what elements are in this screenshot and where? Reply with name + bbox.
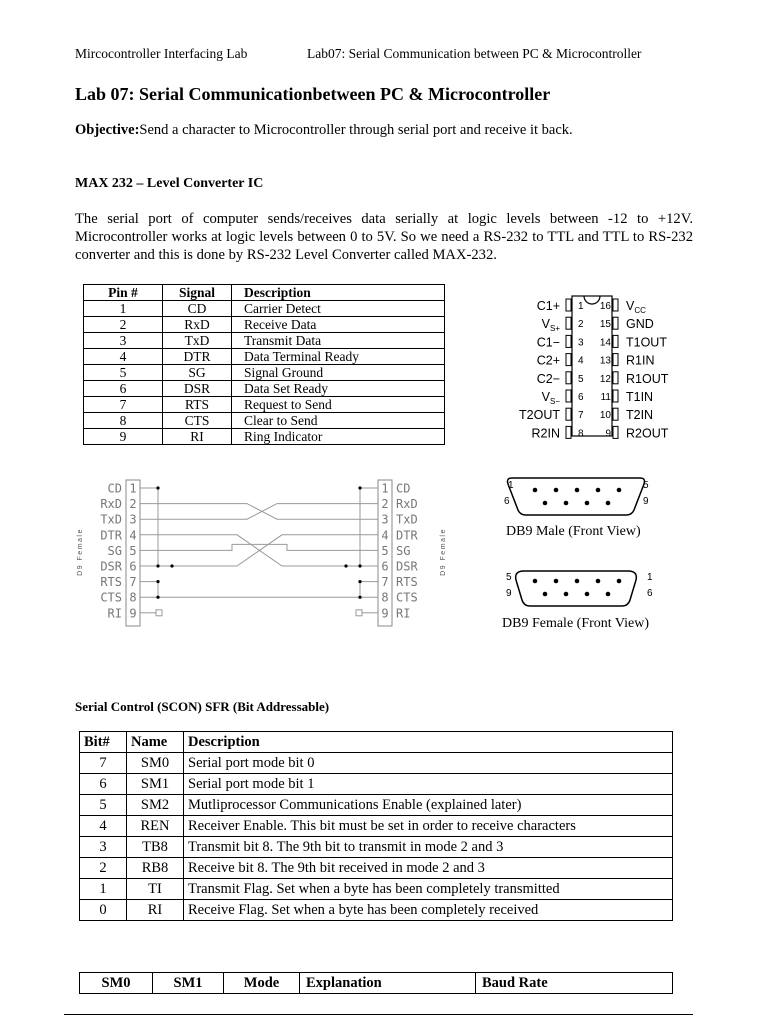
max232-pin-left xyxy=(542,390,584,406)
table-cell: Transmit bit 8. The 9th bit to transmit in mode 2 and 3 xyxy=(184,837,673,858)
pin-name xyxy=(542,390,561,406)
max232-pin-left xyxy=(532,426,584,440)
pin-name-main: V xyxy=(541,317,550,332)
wire-right-rts-cts xyxy=(360,582,378,598)
max232-pin-left xyxy=(537,299,584,313)
right-pin-signal: CD xyxy=(396,481,411,496)
column-header: Explanation xyxy=(300,973,476,994)
pin-name-main: T1IN xyxy=(626,390,654,404)
right-pin-signal: TxD xyxy=(396,512,418,527)
db9-pin xyxy=(606,501,611,506)
table-cell: Receive Data xyxy=(232,317,445,333)
table-row xyxy=(80,795,673,816)
pin-name-main: R2IN xyxy=(531,426,560,441)
pin-name xyxy=(542,317,561,333)
table-cell: Serial port mode bit 0 xyxy=(184,753,673,774)
left-pin-number: 4 xyxy=(129,528,137,543)
table-row xyxy=(80,900,673,921)
table-row xyxy=(80,837,673,858)
objective-label: Objective: xyxy=(75,122,140,138)
pin-number: 15 xyxy=(599,319,611,331)
pin-name xyxy=(519,408,560,422)
pin-stub xyxy=(566,299,571,311)
table-cell: RI xyxy=(127,900,184,921)
pin-number: 1 xyxy=(578,301,584,312)
db9-male-pin5-label: 5 xyxy=(643,480,649,491)
left-pin-signal: RTS xyxy=(100,575,122,590)
table-cell: Signal Ground xyxy=(232,365,445,381)
table-cell: RTS xyxy=(163,397,232,413)
table-cell: TB8 xyxy=(127,837,184,858)
table-cell: CD xyxy=(163,301,232,317)
right-pin-number: 1 xyxy=(381,481,389,496)
pin-number: 10 xyxy=(599,410,611,422)
right-pin-signal: CTS xyxy=(396,590,418,605)
column-header: Mode xyxy=(224,973,300,994)
wire-right-cd-dsr-bridge xyxy=(346,488,378,566)
max232-pin-right xyxy=(601,390,653,404)
pin-name-main: T2IN xyxy=(626,408,654,423)
table-cell: 1 xyxy=(84,301,163,317)
pin-stub xyxy=(613,390,618,402)
db9-female-pin9-label: 9 xyxy=(506,588,512,599)
max232-pin-right xyxy=(600,335,667,349)
db9-pin xyxy=(564,501,569,506)
right-pin-signal: RTS xyxy=(396,575,418,590)
table-cell: Ring Indicator xyxy=(232,429,445,445)
pin-name-main: V xyxy=(541,390,550,404)
table-row xyxy=(80,774,673,795)
table-row xyxy=(80,816,673,837)
pin-stub xyxy=(613,335,618,347)
wire-rts-cts xyxy=(140,582,378,598)
pin-name-main: C2+ xyxy=(536,353,560,368)
junction-dot xyxy=(156,580,159,583)
left-pin-number: 2 xyxy=(129,497,137,512)
pin-name xyxy=(537,335,560,349)
table-header-row xyxy=(80,973,673,994)
db9-pin xyxy=(543,592,548,597)
table-cell: SM1 xyxy=(127,774,184,795)
db9-female-pin1-label: 1 xyxy=(647,572,653,583)
pin-name xyxy=(626,354,654,368)
table-cell: 4 xyxy=(84,349,163,365)
table-cell: 9 xyxy=(84,429,163,445)
right-pin-signal: RxD xyxy=(396,497,418,512)
left-pin-number: 5 xyxy=(129,543,137,558)
right-pin-number: 4 xyxy=(381,528,389,543)
pin-name xyxy=(626,335,667,349)
pin-stub xyxy=(613,317,618,329)
pin-stub xyxy=(613,372,618,384)
junction-dot xyxy=(156,486,159,489)
left-pin-number: 6 xyxy=(129,559,137,574)
pin-stub xyxy=(566,390,571,402)
pin-name xyxy=(626,317,654,331)
db9-pin xyxy=(554,579,559,584)
junction-dot xyxy=(170,564,173,567)
table-cell: Carrier Detect xyxy=(232,301,445,317)
db9-pin xyxy=(533,488,538,493)
table-row xyxy=(84,381,445,397)
right-pin-number: 7 xyxy=(381,575,389,590)
table-cell: Request to Send xyxy=(232,397,445,413)
table-cell: Transmit Flag. Set when a byte has been completely transmitted xyxy=(184,879,673,900)
table-cell: SG xyxy=(163,365,232,381)
column-header: SM1 xyxy=(153,973,224,994)
pin-name-main: R1IN xyxy=(626,353,655,368)
left-connector-label: D9 Female xyxy=(77,528,84,576)
table-cell: TxD xyxy=(163,333,232,349)
table-cell: REN xyxy=(127,816,184,837)
pin-name xyxy=(537,372,560,386)
junction-dot xyxy=(156,564,159,567)
max232-pin-right xyxy=(600,299,646,315)
scon-title: Serial Control (SCON) SFR (Bit Addressable) xyxy=(75,699,330,714)
db9-pin xyxy=(533,579,538,584)
table-row xyxy=(80,858,673,879)
db9-pin xyxy=(585,592,590,597)
db9-female-caption: DB9 Female (Front View) xyxy=(502,616,650,631)
right-pin-number: 2 xyxy=(381,497,389,512)
db9-male-pin1-label: 1 xyxy=(508,480,514,491)
table-cell: RI xyxy=(163,429,232,445)
left-pin-signal: RxD xyxy=(100,497,122,512)
junction-dot xyxy=(344,564,347,567)
table-header-row xyxy=(84,285,445,301)
junction-dot xyxy=(358,580,361,583)
max232-pin-left xyxy=(542,317,584,333)
pin-name xyxy=(532,426,560,440)
db9-female-connector xyxy=(500,566,670,612)
pin-name-main: C1− xyxy=(536,335,560,350)
pin-name xyxy=(626,408,653,422)
pin-name-main: R2OUT xyxy=(626,426,669,441)
pin-number: 5 xyxy=(578,373,584,385)
left-pin-signal: CTS xyxy=(100,590,122,605)
junction-dot xyxy=(358,564,361,567)
right-pin-number: 9 xyxy=(381,606,389,621)
right-pin-number: 3 xyxy=(381,512,389,527)
pin-name xyxy=(626,390,653,404)
table-cell: 6 xyxy=(80,774,127,795)
table-cell: RB8 xyxy=(127,858,184,879)
db9-pin xyxy=(575,488,580,493)
junction-dot xyxy=(358,486,361,489)
table-cell: Receive Flag. Set when a byte has been completely received xyxy=(184,900,673,921)
table-row xyxy=(84,397,445,413)
pin-name xyxy=(537,354,560,368)
table-cell: 5 xyxy=(80,795,127,816)
db9-pin-table xyxy=(83,284,445,445)
max232-pin-right xyxy=(600,408,653,422)
pin-name-main: V xyxy=(626,299,635,313)
pin-name-main: GND xyxy=(626,317,654,332)
header-course-title: Mircocontroller Interfacing Lab xyxy=(75,46,248,61)
max232-pin-left xyxy=(519,408,584,422)
right-ri-terminator xyxy=(356,610,362,616)
pin-number: 6 xyxy=(578,392,584,403)
pin-stub xyxy=(566,372,571,384)
pin-name-main: T2OUT xyxy=(519,408,560,423)
db9-male-pin9-label: 9 xyxy=(643,496,649,507)
pin-name xyxy=(537,299,560,313)
right-connector-label: D9 Female xyxy=(440,528,447,576)
pin-name-main: T1OUT xyxy=(626,335,667,350)
pin-number: 16 xyxy=(599,301,611,312)
page-title: Lab 07: Serial Communicationbetween PC & Microcontroller xyxy=(75,84,551,104)
objective-paragraph xyxy=(75,122,573,139)
wire-left-cd-dsr-bridge xyxy=(140,488,172,566)
pin-stub xyxy=(566,335,571,347)
right-pin-number: 8 xyxy=(381,590,389,605)
pin-number: 11 xyxy=(600,392,611,403)
db9-pin xyxy=(596,579,601,584)
right-pin-signal: SG xyxy=(396,543,411,558)
table-cell: SM0 xyxy=(127,753,184,774)
pin-number: 12 xyxy=(599,373,611,385)
max232-pinout-diagram xyxy=(495,290,695,442)
table-header-row xyxy=(80,732,673,753)
db9-pin xyxy=(543,501,548,506)
null-modem-wiring-diagram xyxy=(72,474,454,634)
pin-number: 13 xyxy=(599,355,611,367)
left-ri-terminator xyxy=(156,610,162,616)
right-pin-number: 5 xyxy=(381,543,389,558)
table-cell: TI xyxy=(127,879,184,900)
db9-female-shell xyxy=(516,571,637,606)
table-row xyxy=(80,879,673,900)
table-cell: 0 xyxy=(80,900,127,921)
pin-stub xyxy=(566,354,571,366)
wire-rxd-txd xyxy=(140,504,378,520)
left-pin-signal: SG xyxy=(107,543,122,558)
table-cell: Clear to Send xyxy=(232,413,445,429)
db9-male-connector xyxy=(500,472,670,520)
header-lab-title: Lab07: Serial Communication between PC & Microcontroller xyxy=(307,46,642,61)
max232-pin-left xyxy=(537,372,584,386)
db9-pin xyxy=(606,592,611,597)
column-header: Name xyxy=(127,732,184,753)
column-header: SM0 xyxy=(80,973,153,994)
db9-pin xyxy=(564,592,569,597)
left-pin-number: 3 xyxy=(129,512,137,527)
left-pin-signal: DSR xyxy=(100,559,122,574)
junction-dot xyxy=(358,596,361,599)
table-cell: 8 xyxy=(84,413,163,429)
column-header: Baud Rate xyxy=(476,973,673,994)
left-pin-number: 8 xyxy=(129,590,137,605)
pin-stub xyxy=(613,299,618,311)
db9-female-pin5-label: 5 xyxy=(506,572,512,583)
pin-name-main: C1+ xyxy=(536,299,560,313)
right-pin-signal: RI xyxy=(396,606,411,621)
table-row xyxy=(84,349,445,365)
table-cell: 6 xyxy=(84,381,163,397)
table-cell: 2 xyxy=(80,858,127,879)
max232-pin-right xyxy=(600,372,669,386)
db9-male-pin6-label: 6 xyxy=(504,496,510,507)
pin-name-main: C2− xyxy=(536,371,560,386)
column-header: Signal xyxy=(163,285,232,301)
pin-number: 8 xyxy=(578,428,584,440)
pin-number: 2 xyxy=(578,319,584,331)
wire-txd-rxd xyxy=(140,504,378,520)
table-cell: SM2 xyxy=(127,795,184,816)
max232-pin-right xyxy=(600,354,655,368)
scon-table xyxy=(79,731,673,921)
table-cell: Data Terminal Ready xyxy=(232,349,445,365)
pin-stub xyxy=(566,426,571,438)
pin-name xyxy=(626,372,669,386)
table-cell: 2 xyxy=(84,317,163,333)
pin-number: 9 xyxy=(605,428,611,440)
max232-pin-left xyxy=(537,335,584,349)
table-cell: DTR xyxy=(163,349,232,365)
table-row xyxy=(84,413,445,429)
right-pin-number: 6 xyxy=(381,559,389,574)
table-cell: 3 xyxy=(80,837,127,858)
pin-stub xyxy=(613,426,618,438)
db9-pin xyxy=(596,488,601,493)
pin-stub xyxy=(566,408,571,420)
table-cell: 4 xyxy=(80,816,127,837)
table-cell: Transmit Data xyxy=(232,333,445,349)
right-pin-signal: DSR xyxy=(396,559,418,574)
table-cell: Mutliprocessor Communications Enable (explained later) xyxy=(184,795,673,816)
table-row xyxy=(84,429,445,445)
left-pin-number: 9 xyxy=(129,606,137,621)
db9-pin xyxy=(617,579,622,584)
table-cell: Receive bit 8. The 9th bit received in mode 2 and 3 xyxy=(184,858,673,879)
db9-male-shell xyxy=(508,478,645,515)
db9-male-caption: DB9 Male (Front View) xyxy=(506,524,641,539)
max232-pin-left xyxy=(537,354,584,368)
table-row xyxy=(84,301,445,317)
table-row xyxy=(80,753,673,774)
left-pin-signal: CD xyxy=(107,481,122,496)
pin-name-sub: CC xyxy=(634,306,646,315)
table-cell: 7 xyxy=(80,753,127,774)
left-pin-signal: RI xyxy=(107,606,122,621)
pin-name-main: R1OUT xyxy=(626,371,669,386)
max232-heading: MAX 232 – Level Converter IC xyxy=(75,176,264,191)
db9-pin xyxy=(617,488,622,493)
pin-stub xyxy=(613,408,618,420)
pin-stub xyxy=(566,317,571,329)
table-row xyxy=(84,365,445,381)
right-pin-signal: DTR xyxy=(396,528,418,543)
db9-pin xyxy=(585,501,590,506)
column-header: Description xyxy=(184,732,673,753)
db9-pin xyxy=(554,488,559,493)
table-cell: DSR xyxy=(163,381,232,397)
pin-stub xyxy=(613,354,618,366)
table-cell: CTS xyxy=(163,413,232,429)
column-header: Description xyxy=(232,285,445,301)
pin-number: 7 xyxy=(578,410,584,422)
max232-pin-right xyxy=(605,426,668,440)
table-cell: Receiver Enable. This bit must be set in order to receive characters xyxy=(184,816,673,837)
pin-number: 3 xyxy=(578,337,584,349)
table-cell: Serial port mode bit 1 xyxy=(184,774,673,795)
left-pin-signal: DTR xyxy=(100,528,122,543)
left-pin-signal: TxD xyxy=(100,512,122,527)
column-header: Pin # xyxy=(84,285,163,301)
pin-name xyxy=(626,299,646,315)
table-cell: 1 xyxy=(80,879,127,900)
table-cell: 7 xyxy=(84,397,163,413)
pin-name xyxy=(626,426,669,440)
objective-text: Send a character to Microcontroller through serial port and receive it back. xyxy=(139,122,573,138)
pin-name-sub: S− xyxy=(549,397,560,406)
table-cell: 5 xyxy=(84,365,163,381)
table-cell: RxD xyxy=(163,317,232,333)
table-row xyxy=(84,333,445,349)
table-cell: Data Set Ready xyxy=(232,381,445,397)
pin-number: 4 xyxy=(578,355,584,367)
left-pin-number: 1 xyxy=(129,481,137,496)
pin-name-sub: S+ xyxy=(549,324,560,334)
intro-paragraph: The serial port of computer sends/receives data serially at logic levels between -12 to +12V. Microcontroller works at logic levels between 0 to 5V. So we need a RS-232 to TTL and TTL to RS-232 converter and this is done by RS-232 Level Converter called MAX-232. xyxy=(75,211,693,263)
column-header: Bit# xyxy=(80,732,127,753)
table-row xyxy=(84,317,445,333)
mode-table xyxy=(79,972,673,994)
table-cell: 3 xyxy=(84,333,163,349)
left-pin-number: 7 xyxy=(129,575,137,590)
footer-rule xyxy=(64,1014,693,1015)
pin-number: 14 xyxy=(599,337,611,349)
db9-pin xyxy=(575,579,580,584)
max232-pin-right xyxy=(600,317,654,331)
junction-dot xyxy=(156,596,159,599)
db9-female-pin6-label: 6 xyxy=(647,588,653,599)
